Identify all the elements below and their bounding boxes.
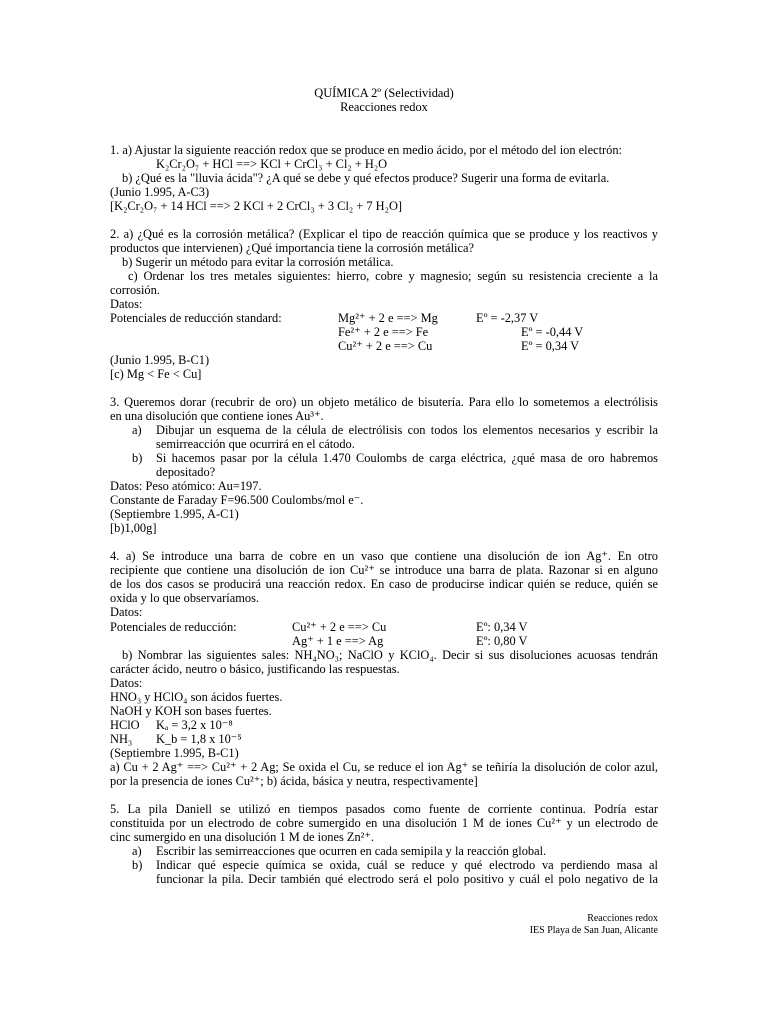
q3-line1: 3. Queremos dorar (recubrir de oro) un objeto metálico de bisutería. Para ello lo sometemos a electrólisis (110, 395, 658, 409)
q4-potential-ag: Eº: 0,80 V (476, 634, 528, 648)
q4-part-b-line2: carácter ácido, neutro o básico, justificando las respuestas. (110, 662, 400, 676)
page-subtitle: Reacciones redox (340, 100, 428, 114)
q4-line3: de los dos casos se producirá una reacción redox. En caso de producirse indicar quién se reduce, quién se (110, 577, 658, 591)
q2-potential-mg: Eº = -2,37 V (476, 311, 539, 325)
footer-school: IES Playa de San Juan, Alicante (529, 925, 658, 936)
q3-part-b-label: b) (132, 451, 143, 465)
q4-data2-heading: Datos: (110, 676, 143, 690)
q5-part-a-label: a) (132, 844, 142, 858)
q4-nh3-kb: K_b = 1,8 x 10⁻⁵ (156, 732, 242, 746)
footer-topic: Reacciones redox (587, 913, 658, 924)
q3-data-atomic-weight: Datos: Peso atómico: Au=197. (110, 479, 262, 493)
q2-part-b: b) Sugerir un método para evitar la corrosión metálica. (122, 255, 394, 269)
q4-potential-cu: Eº: 0,34 V (476, 620, 528, 634)
q4-hclo-name: HClO (110, 718, 140, 732)
q3-part-b-line1: Si hacemos pasar por la célula 1.470 Coulombs de carga eléctrica, ¿qué masa de oro habremos (156, 451, 658, 465)
q4-answer-line2: por la presencia de iones Cu²⁺; b) ácida, básica y neutra, respectivamente] (110, 774, 478, 788)
q4-hclo-ka: Kₐ = 3,2 x 10⁻⁸ (156, 718, 233, 732)
q2-part-a-line2: productos que intervienen) ¿Qué importancia tiene la corrosión metálica? (110, 241, 474, 255)
q4-reaction-cu: Cu²⁺ + 2 e ==> Cu (292, 620, 387, 634)
q1-part-a: 1. a) Ajustar la siguiente reacción redox que se produce en medio ácido, por el método del ion electrón: (110, 143, 622, 157)
q3-data-faraday: Constante de Faraday F=96.500 Coulombs/mol e⁻. (110, 493, 364, 507)
q4-line1: 4. a) Se introduce una barra de cobre en un vaso que contiene una disolución de ion Ag⁺. En otro (110, 549, 658, 563)
q3-part-b-line2: depositado? (156, 465, 216, 479)
q2-potential-fe: Eº = -0,44 V (521, 325, 584, 339)
q4-source: (Septiembre 1.995, B-C1) (110, 746, 239, 760)
q1-source: (Junio 1.995, A-C3) (110, 185, 210, 199)
q2-potentials-label: Potenciales de reducción standard: (110, 311, 282, 325)
q4-data-strong-bases: NaOH y KOH son bases fuertes. (110, 704, 272, 718)
q4-answer-line1: a) Cu + 2 Ag⁺ ==> Cu²⁺ + 2 Ag; Se oxida el Cu, se reduce el ion Ag⁺ se teñiría la disolución de color azul, (110, 760, 658, 774)
q2-reaction-cu: Cu²⁺ + 2 e ==> Cu (338, 339, 433, 353)
q2-part-c-line1: c) Ordenar los tres metales siguientes: hierro, cobre y magnesio; según su resistencia creciente a la (128, 269, 658, 283)
q4-reaction-ag: Ag⁺ + 1 e ==> Ag (292, 634, 384, 648)
q2-reaction-mg: Mg²⁺ + 2 e ==> Mg (338, 311, 438, 325)
q2-data-heading: Datos: (110, 297, 143, 311)
q5-part-b-label: b) (132, 858, 143, 872)
q3-source: (Septiembre 1.995, A-C1) (110, 507, 239, 521)
q1-equation: K₂Cr₂O₇ + HCl ==> KCl + CrCl₃ + Cl₂ + H₂O (156, 157, 388, 171)
q3-part-a-line1: Dibujar un esquema de la célula de electrólisis con todos los elementos necesarios y escribir la (156, 423, 658, 437)
q4-potentials-label: Potenciales de reducción: (110, 620, 237, 634)
q5-part-a-line1: Escribir las semirreacciones que ocurren en cada semipila y la reacción global. (156, 844, 547, 858)
page-title: QUÍMICA 2º (Selectividad) (314, 86, 454, 100)
q2-answer: [c) Mg < Fe < Cu] (110, 367, 202, 381)
q5-line1: 5. La pila Daniell se utilizó en tiempos pasados como fuente de corriente continua. Podría estar (110, 802, 658, 816)
q5-line2: constituida por un electrodo de cobre sumergido en una disolución 1 M de iones Cu²⁺ y un electrodo de (110, 816, 658, 830)
q5-line3: cinc sumergido en una disolución 1 M de iones Zn²⁺. (110, 830, 374, 844)
q2-potential-cu: Eº = 0,34 V (521, 339, 580, 353)
q3-part-a-line2: semirreacción que ocurrirá en el cátodo. (156, 437, 355, 451)
q3-line2: en una disolución que contiene iones Au³⁺. (110, 409, 324, 423)
q3-part-a-label: a) (132, 423, 142, 437)
q2-source: (Junio 1.995, B-C1) (110, 353, 210, 367)
q2-part-a-line1: 2. a) ¿Qué es la corrosión metálica? (Explicar el tipo de reacción química que se produce y los reactivos y (110, 227, 658, 241)
q2-reaction-fe: Fe²⁺ + 2 e ==> Fe (338, 325, 429, 339)
q1-answer: [K₂Cr₂O₇ + 14 HCl ==> 2 KCl + 2 CrCl₃ + 3 Cl₂ + 7 H₂O] (110, 199, 403, 213)
q4-nh3-name: NH₃ (110, 732, 133, 746)
q4-data-heading: Datos: (110, 605, 143, 619)
q5-part-b-line1: Indicar qué especie química se oxida, cuál se reduce y qué electrodo va perdiendo masa al (156, 858, 658, 872)
q3-answer: [b)1,00g] (110, 521, 157, 535)
q4-part-b-line1: b) Nombrar las siguientes sales: NH₄NO₃; NaClO y KClO₄. Decir si sus disoluciones acuosas tendrán (122, 648, 658, 662)
q4-line2: recipiente que contiene una disolución de ion Cu²⁺ se introduce una barra de plata. Razonar si en alguno (110, 563, 658, 577)
q1-part-b: b) ¿Qué es la "lluvia ácida"? ¿A qué se debe y qué efectos produce? Sugerir una forma de evitarla. (122, 171, 610, 185)
q2-part-c-line2: corrosión. (110, 283, 160, 297)
q4-data-strong-acids: HNO₃ y HClO₄ son ácidos fuertes. (110, 690, 283, 704)
q4-line4: oxida y lo que observaríamos. (110, 591, 259, 605)
q5-part-b-line2: funcionar la pila. Decir también qué electrodo será el polo positivo y cuál el polo negativo de la (156, 872, 658, 886)
